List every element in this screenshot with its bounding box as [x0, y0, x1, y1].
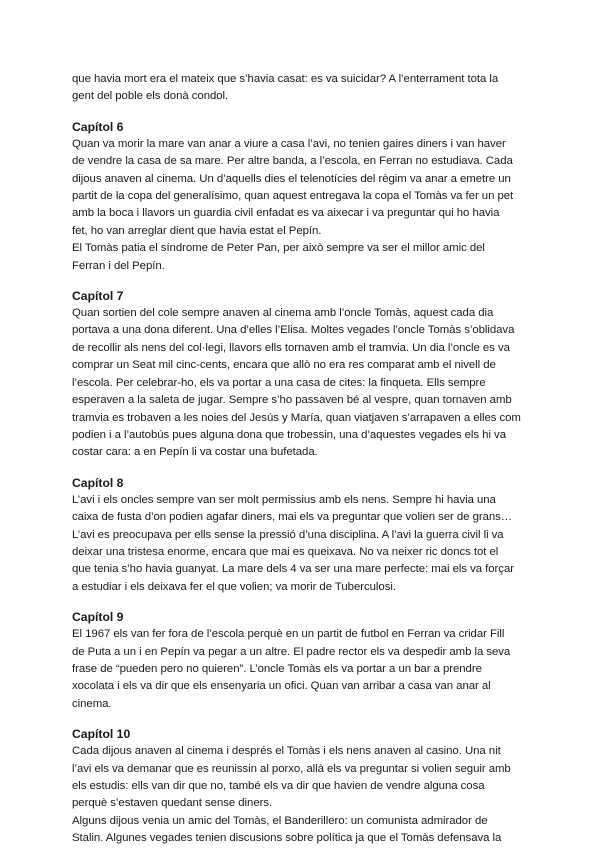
chapter-paragraph: Quan sortien del cole sempre anaven al cinema amb l’oncle Tomàs, aquest cada dia portava a una dona diferent. Una d’elles l’Elisa. Moltes vegades l’oncle Tomàs s’oblidava de recollir als nens del col·legi, llavors ells tornaven amb el tramvia. Un dia l’oncle es va comprar un Seat mil cinc-cents, encara que allò no era res comparat amb el nivell de l’escola. Per celebrar-ho, els va portar a una casa de cites: la finqueta. Ells sempre esperaven a la saleta de jugar. Sempre s’ho passaven bé al vespre, quan tornaven amb tramvia es trobaven a les noies del Jesús y María, quan viatjaven s’arrapaven a elles com podien i a l’autobús pues alguna dona que trobessin, una d’aquestes vegades els hi va costar cara: a en Pepín li va costar una bufetada. [72, 307, 521, 459]
chapter-paragraph: Alguns dijous venia un amic del Tomàs, el Banderillero: un comunista admirador de Stalin. Algunes vegades tenien discusions sobre política ja que el Tomàs defensava la [72, 814, 502, 845]
chapter-10 [72, 726, 532, 847]
chapter-heading: Capítol 8 [72, 475, 124, 490]
chapter-heading: Capítol 9 [72, 610, 124, 625]
chapter-heading: Capítol 7 [72, 289, 124, 304]
chapter-9 [72, 609, 532, 713]
intro-paragraph: que havia mort era el mateix que s’havia casat: es va suicidar? A l’enterrament tota la gent del poble els donà condol. [72, 73, 499, 103]
chapter-paragraph: Quan va morir la mare van anar a viure a casa l’avi, no tenien gaires diners i van haver de vendre la casa de sa mare. Per altre banda, a l’escola, en Ferran no estudiava. Cada dijous anaven al cinema. Un d’aquells dies el telenotícies del règim va anar a emetre un partit de la copa del generalísimo, quan aquest entregava la copa el Tomàs va fer un pet amb la boca i llavors un guardia civil enfadat es va aixecar i va preguntar qui ho havia fet, ho van arreglar dient que havia estat el Pepín. [72, 137, 514, 237]
document-page [72, 71, 532, 848]
chapter-6 [72, 119, 532, 275]
chapter-paragraph: El Tomàs patia el síndrome de Peter Pan, per això sempre va ser el millor amic del Ferran i del Pepín. [72, 242, 485, 272]
chapter-paragraph: El 1967 els van fer fora de l’escola perquè en un partit de futbol en Ferran va cridar Fill de Puta a un i en Pepín va pegar a un altre. El padre rector els va despedir amb la seva frase de “pueden pero no quieren”. L’oncle Tomàs els va portar a un bar a prendre xocolata i els va dir que els ensenyaria un ofici. Quan van arribar a casa van anar al cinema. [72, 628, 511, 710]
chapter-heading: Capítol 6 [72, 119, 124, 134]
chapter-heading: Capítol 10 [72, 727, 131, 742]
chapter-7 [72, 288, 532, 462]
chapter-paragraph: Cada dijous anaven al cinema i després el Tomàs i els nens anaven al casino. Una nit l’avi els va demanar que es reunissin al porxo, allà els va preguntar si volien seguir amb els estudis: ells van dir que no, també els va dir que havien de vendre alguna cosa perquè s’estaven quedant sense diners. [72, 745, 511, 810]
chapter-8 [72, 475, 532, 596]
chapter-paragraph: L’avi i els oncles sempre van ser molt permissius amb els nens. Sempre hi havia una caixa de fusta d’on podien agafar diners, mai els va preguntar que volien ser de grans… L’avi es preocupava per ells sense la pressió d’una disciplina. A l’avi la guerra civil li va deixar una tristesa enorme, encara que mai es queixava. No va neixer ric doncs tot el que tenia s’ho havia guanyat. La mare dels 4 va ser una mare perfecte: mai els va forçar a estudiar i els deixava fer el que volien; va morir de Tuberculosi. [72, 493, 514, 593]
